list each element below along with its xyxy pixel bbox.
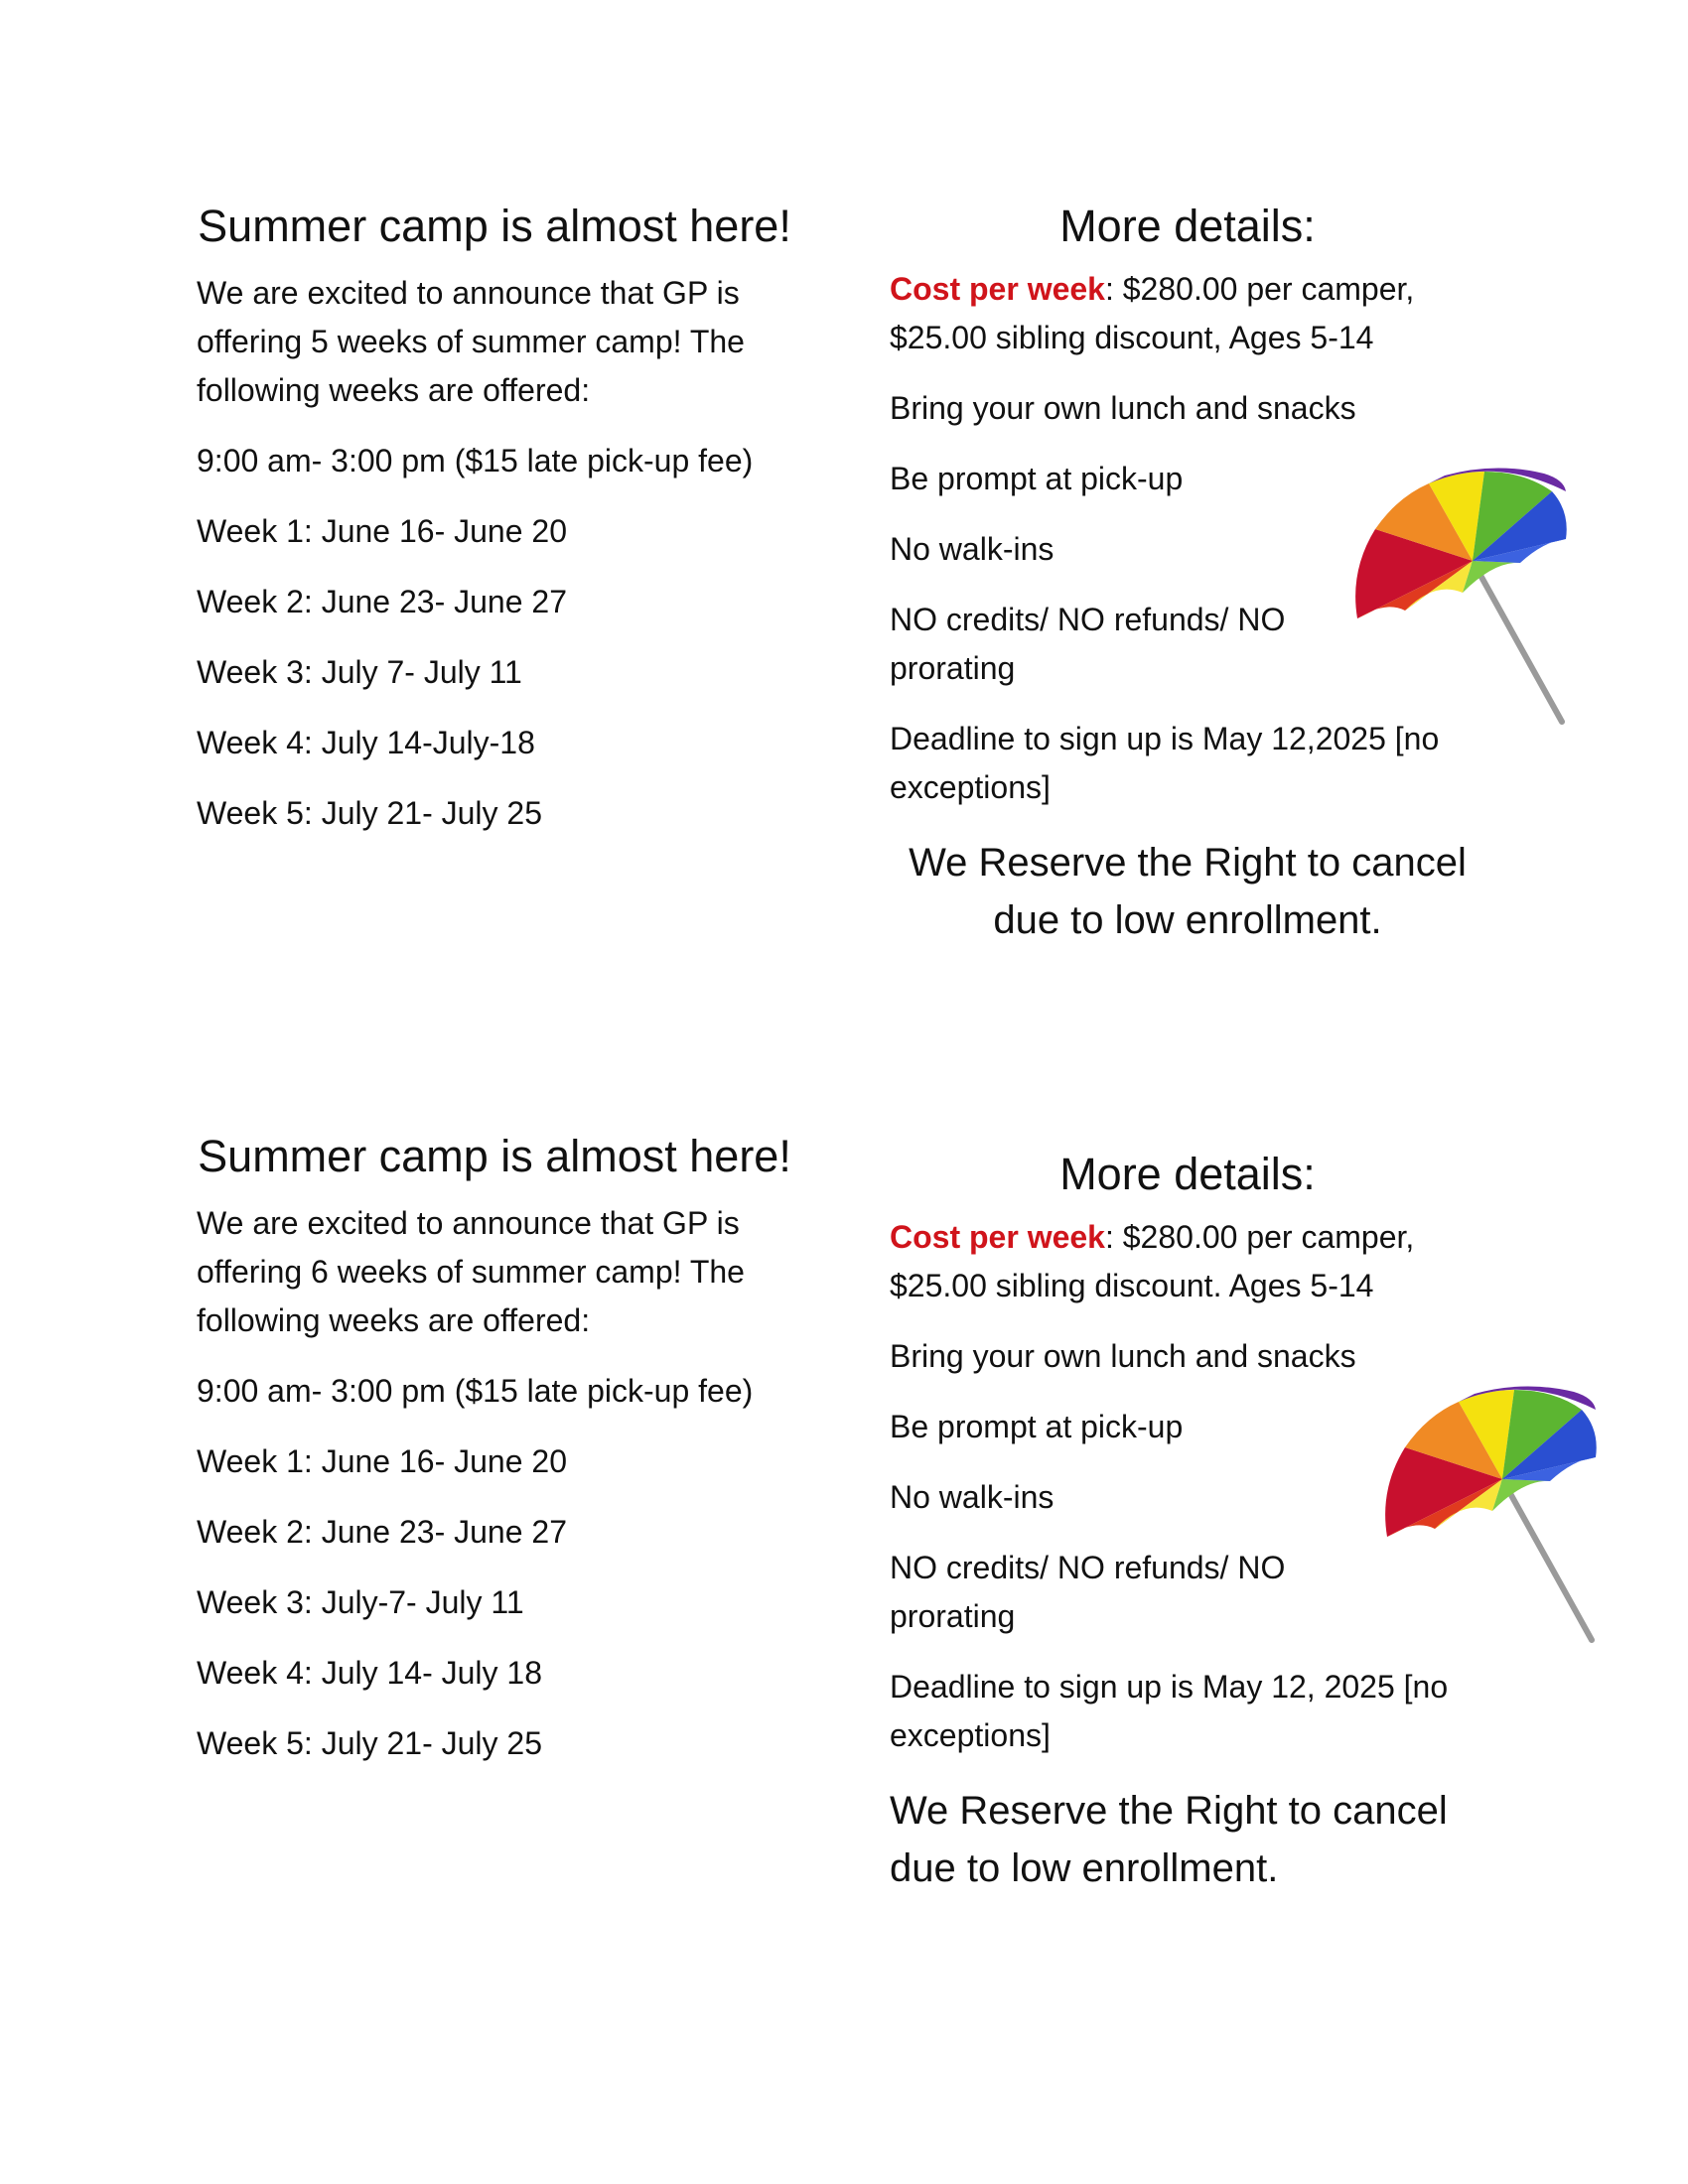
flyer-2-deadline-item: Deadline to sign up is May 12, 2025 [no exceptions] <box>890 1669 1449 1753</box>
flyer-1-intro: We are excited to announce that GP is offering 5 weeks of summer camp! The following weeks are offered: <box>197 275 745 408</box>
flyer-1-details-heading: More details: <box>1059 201 1316 251</box>
flyer-2-week-list <box>197 1437 792 1768</box>
flyer-1-pickup-item: Be prompt at pick-up <box>890 461 1184 496</box>
week-item: Week 1: June 16- June 20 <box>197 1443 567 1479</box>
week-item: Week 2: June 23- June 27 <box>197 1514 567 1550</box>
week-item: Week 3: July-7- July 11 <box>197 1584 524 1620</box>
cost-per-week-label: Cost per week <box>890 1219 1105 1255</box>
flyer-2-intro: We are excited to announce that GP is offering 6 weeks of summer camp! The following weeks are offered: <box>197 1205 745 1338</box>
flyer-1-walkins-item: No walk-ins <box>890 531 1055 567</box>
week-item: Week 3: July 7- July 11 <box>197 654 522 690</box>
beach-umbrella-icon <box>1375 1380 1614 1648</box>
flyer-1-lunch-item: Bring your own lunch and snacks <box>890 390 1356 426</box>
flyer-1-deadline-item: Deadline to sign up is May 12,2025 [no exceptions] <box>890 721 1440 805</box>
flyer-2-pickup-item: Be prompt at pick-up <box>890 1409 1184 1444</box>
flyer-2-hours: 9:00 am- 3:00 pm ($15 late pick-up fee) <box>197 1373 754 1409</box>
week-item: Week 5: July 21- July 25 <box>197 1725 543 1761</box>
flyer-2-closing: We Reserve the Right to cancel due to low enrollment. <box>890 1789 1448 1890</box>
flyer-2-heading: Summer camp is almost here! <box>198 1131 791 1181</box>
week-item: Week 2: June 23- June 27 <box>197 584 567 619</box>
umbrella-canopy <box>1385 1386 1597 1537</box>
flyer-2-cost <box>890 1213 1505 1310</box>
week-item: Week 4: July 14-July-18 <box>197 725 535 760</box>
flyer-1-heading: Summer camp is almost here! <box>198 201 791 251</box>
week-item: Week 5: July 21- July 25 <box>197 795 543 831</box>
flyer-2-lunch-item: Bring your own lunch and snacks <box>890 1338 1356 1374</box>
cost-details: : $280.00 per camper, $25.00 sibling discount, Ages 5-14 <box>890 271 1415 355</box>
flyer-1-hours: 9:00 am- 3:00 pm ($15 late pick-up fee) <box>197 443 754 478</box>
week-item: Week 4: July 14- July 18 <box>197 1655 543 1691</box>
flyer-2-details-heading: More details: <box>1059 1149 1316 1199</box>
flyer-2-walkins-item: No walk-ins <box>890 1479 1055 1515</box>
cost-details: : $280.00 per camper, $25.00 sibling discount. Ages 5-14 <box>890 1219 1415 1303</box>
week-item: Week 1: June 16- June 20 <box>197 513 567 549</box>
flyer-2-left-column <box>197 1124 792 1790</box>
flyer-1-refunds-item: NO credits/ NO refunds/ NO prorating <box>890 602 1286 686</box>
cost-per-week-label: Cost per week <box>890 271 1105 307</box>
flyer-1-closing: We Reserve the Right to cancel due to low enrollment. <box>909 841 1467 942</box>
flyer-2-refunds-item: NO credits/ NO refunds/ NO prorating <box>890 1550 1286 1634</box>
